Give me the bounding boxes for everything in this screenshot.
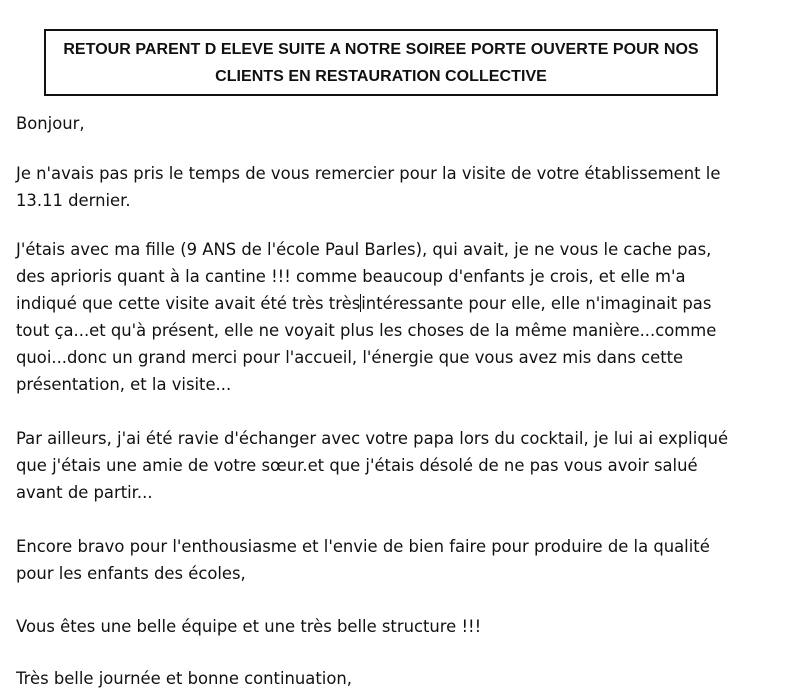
paragraph-daughter-visit bbox=[16, 236, 716, 398]
closing: Très belle journée et bonne continuation, bbox=[16, 669, 352, 688]
text-before-caret: indiqué que cette visite avait été très très bbox=[16, 294, 361, 313]
paragraph-line: avant de partir... bbox=[16, 483, 153, 502]
paragraph-line: que j'étais une amie de votre sœur.et que j'étais désolé de ne pas vous avoir salué bbox=[16, 456, 698, 475]
paragraph-line: quoi...donc un grand merci pour l'accueil, l'énergie que vous avez mis dans cette bbox=[16, 348, 684, 367]
greeting: Bonjour, bbox=[16, 114, 85, 133]
paragraph-line: des aprioris quant à la cantine !!! comme beaucoup d'enfants je crois, et elle m'a bbox=[16, 267, 686, 286]
paragraph-line: Je n'avais pas pris le temps de vous remercier pour la visite de votre établissement le bbox=[16, 164, 721, 183]
text-after-caret: intéressante pour elle, elle n'imaginait pas bbox=[361, 294, 712, 313]
paragraph-line: Encore bravo pour l'enthousiasme et l'envie de bien faire pour produire de la qualité bbox=[16, 537, 710, 556]
paragraph-encouragement bbox=[16, 533, 710, 587]
paragraph-line: Par ailleurs, j'ai été ravie d'échanger avec votre papa lors du cocktail, je lui ai expliqué bbox=[16, 429, 729, 448]
title-line-2: CLIENTS EN RESTAURATION COLLECTIVE bbox=[215, 67, 547, 85]
title-box bbox=[44, 29, 718, 96]
paragraph-line: pour les enfants des écoles, bbox=[16, 564, 246, 583]
title-line-1: RETOUR PARENT D ELEVE SUITE A NOTRE SOIREE PORTE OUVERTE POUR NOS bbox=[63, 40, 699, 58]
paragraph-line: présentation, et la visite... bbox=[16, 375, 232, 394]
paragraph-thanks bbox=[16, 160, 720, 214]
paragraph-line-with-caret bbox=[16, 290, 716, 317]
paragraph-team: Vous êtes une belle équipe et une très belle structure !!! bbox=[16, 617, 482, 636]
paragraph-cocktail bbox=[16, 425, 728, 506]
paragraph-line: tout ça...et qu'à présent, elle ne voyait plus les choses de la même manière...comme bbox=[16, 321, 717, 340]
paragraph-line: J'étais avec ma fille (9 ANS de l'école Paul Barles), qui avait, je ne vous le cache pas, bbox=[16, 240, 712, 259]
paragraph-line: 13.11 dernier. bbox=[16, 191, 131, 210]
